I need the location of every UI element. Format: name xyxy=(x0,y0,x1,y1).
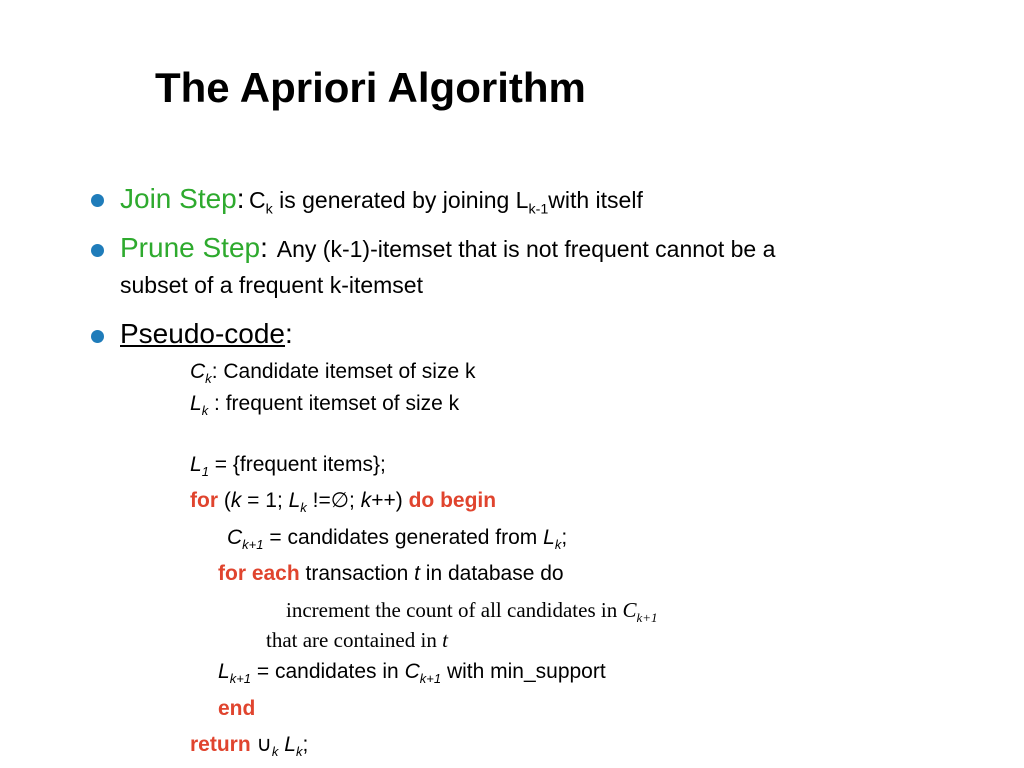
pseudo-code-bullet xyxy=(120,317,293,351)
code-increment: increment the count of all candidates in $C_{k+1}$ xyxy=(286,598,658,626)
bullet-dot-icon xyxy=(91,244,104,257)
slide-title: The Apriori Algorithm xyxy=(155,64,586,111)
bullet-dot-icon xyxy=(91,194,104,207)
def-ck: $C_k$: Candidate itemset of size k xyxy=(190,360,476,387)
code-contained: that are contained in t xyxy=(266,628,448,652)
join-step-label: Join Step xyxy=(120,183,237,214)
prune-step-line2: subset of a frequent k-itemset xyxy=(120,272,423,298)
prune-step-line1: Any (k-1)-itemset that is not frequent cannot be a xyxy=(276,236,776,262)
keyword-for-each: for each xyxy=(218,562,300,585)
prune-step-colon: : xyxy=(260,232,268,263)
code-return: return $\cup_k$ $L_k$; xyxy=(190,733,309,760)
prune-step-bullet xyxy=(120,231,775,265)
join-step-bullet xyxy=(120,182,643,216)
code-ck1: $C_{k+1}$ = candidates generated from $L_k$; xyxy=(227,526,568,553)
pseudo-code-colon: : xyxy=(285,318,293,349)
keyword-do-begin: do begin xyxy=(408,489,497,512)
code-for-loop: for (k = 1; $L_k$ !=∅; k++) do begin xyxy=(190,489,497,516)
join-step-text: $C_k$ is generated by joining $L_{k-1}with$ itself xyxy=(248,187,643,218)
code-l1: $L_1$ = {frequent items}; xyxy=(190,453,386,480)
keyword-return: return xyxy=(190,733,251,756)
join-step-colon: : xyxy=(236,183,245,214)
def-lk: $L_k$ : frequent itemset of size k xyxy=(190,392,460,419)
bullet-dot-icon xyxy=(91,330,104,343)
keyword-for: for xyxy=(190,489,218,512)
code-for-each: for each transaction t in database do xyxy=(218,562,564,585)
pseudo-code-label: Pseudo-code xyxy=(120,318,286,349)
keyword-end: end xyxy=(218,697,256,720)
prune-step-label: Prune Step xyxy=(120,232,261,263)
code-lk1: $L_{k+1}$ = candidates in $C_{k+1}$ with min_support xyxy=(218,660,606,687)
